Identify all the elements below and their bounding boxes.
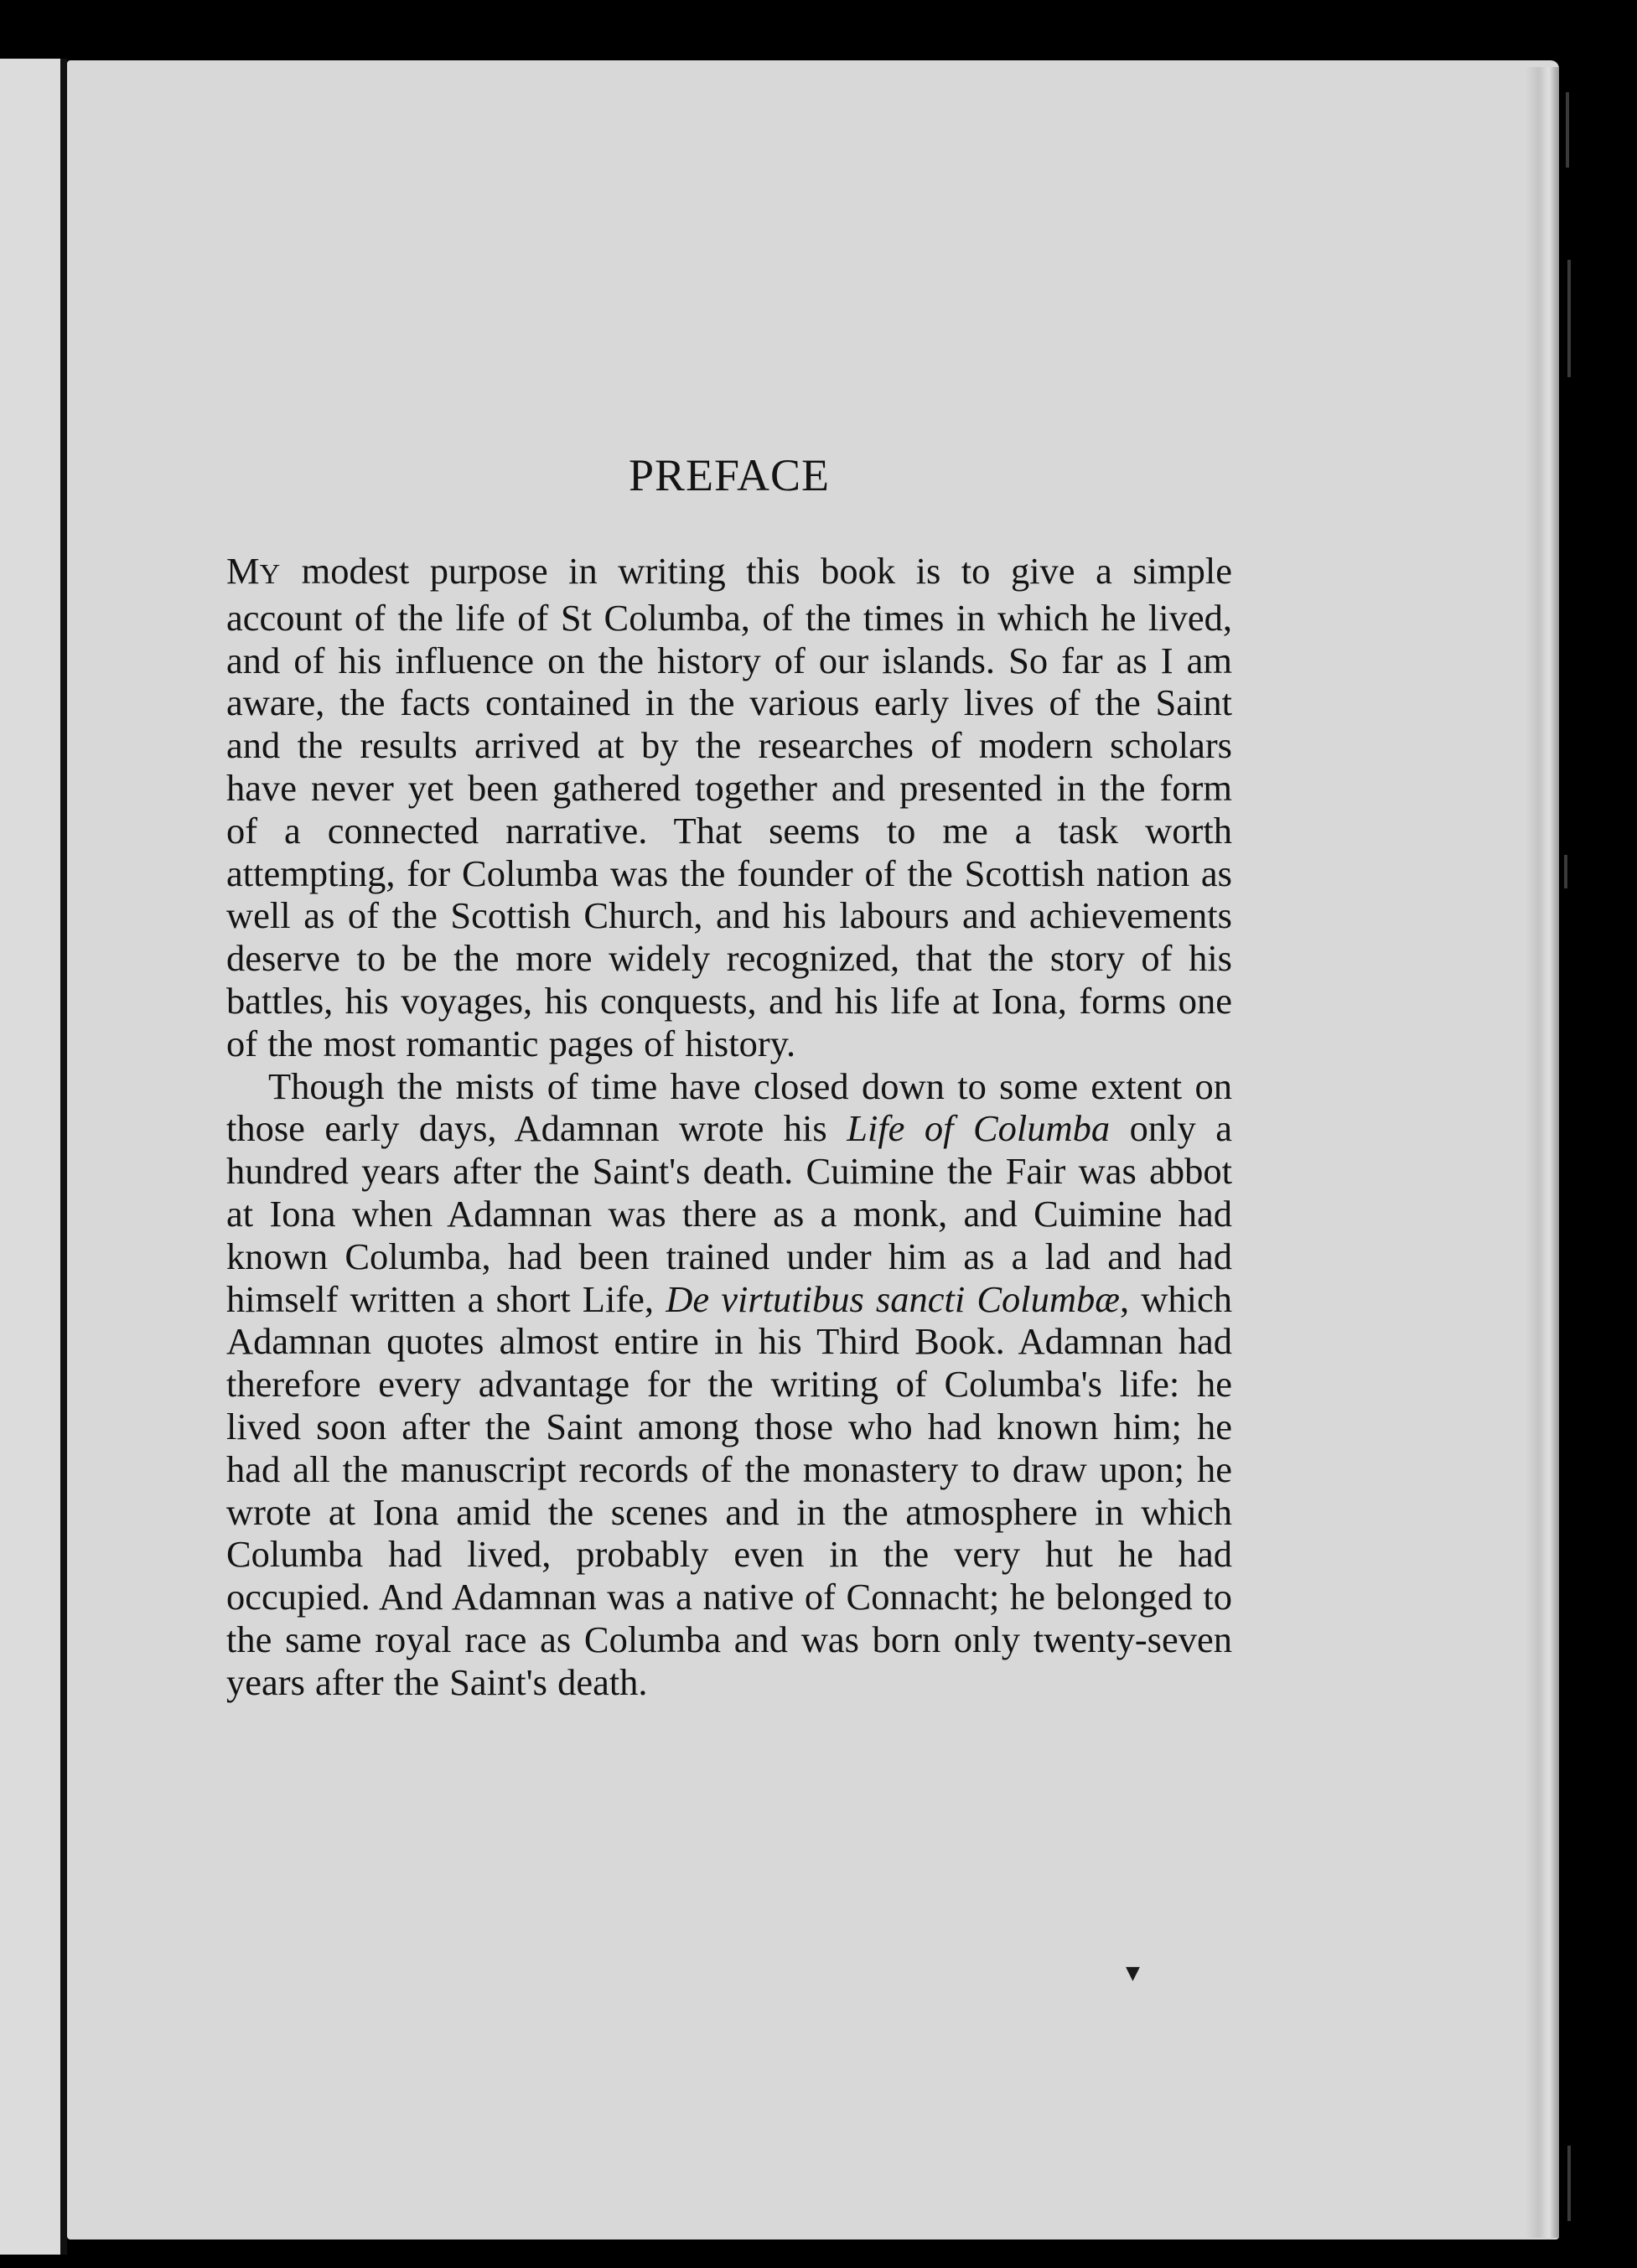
edge-mark	[1567, 260, 1571, 377]
italic-title-life-of-columba: Life of Columba	[847, 1107, 1111, 1150]
gutter-line	[60, 59, 67, 2255]
paragraph-2-text-c: , which Adamnan quotes almost entire in his Third Book. Adamnan had therefore every advantage for the writing of Columba's life: he lived soon after the Saint among those who had known him; he had all the manuscript records of the monastery to draw upon; he wrote at Iona amid the scenes and in the atmosphere in which Columba had lived, probably even in the very hut he had occupied. And Adamnan was a native of Connacht; he belonged to the same royal race as Columba and was born only twenty-seven years after the Saint's death.	[226, 1277, 1232, 1703]
facing-page-edge	[0, 59, 60, 2255]
page-right-edge	[1526, 67, 1559, 2238]
paragraph-2-text-a: Though the mists of time have closed down to some extent on those early days, Adamnan wrote his	[226, 1064, 1232, 1150]
paragraph-1-text: modest purpose in writing this book is to give a simple account of the life of St Columba, of the times in which he lived, and of his influence on the history of our islands. So far as I am aware, the facts contained in the various early lives of the Saint and the results arrived at by the researches of modern scholars have never yet been gathered together and presented in the form of a connected narrative. That seems to me a task worth attempting, for Columba was the founder of the Scottish nation as well as of the Scottish Church, and his labours and achievements deserve to be the more widely recognized, that the story of his battles, his voyages, his conquests, and his life at Iona, forms one of the most romantic pages of history.	[226, 550, 1232, 1064]
italic-title-de-virtutibus: De virtutibus sancti Columbæ	[666, 1277, 1120, 1320]
edge-mark	[1567, 2146, 1571, 2221]
paragraph-2-text-b: only a hundred years after the Saint's death. Cuimine the Fair was abbot at Iona when Adamnan was there as a monk, and Cuimine had known Columba, had been trained under him as a lad and had himself written a short Life,	[226, 1107, 1232, 1320]
edge-mark	[1566, 92, 1569, 168]
edge-mark	[1564, 855, 1567, 888]
paragraph-1	[226, 550, 1232, 1065]
dropcap-tail: Y	[259, 559, 282, 590]
paragraph-2	[226, 1065, 1232, 1704]
page-title: PREFACE	[628, 450, 831, 500]
dropcap: M	[226, 550, 260, 592]
signature-mark: ▼	[1126, 1963, 1140, 1984]
page-content	[226, 450, 1232, 1704]
